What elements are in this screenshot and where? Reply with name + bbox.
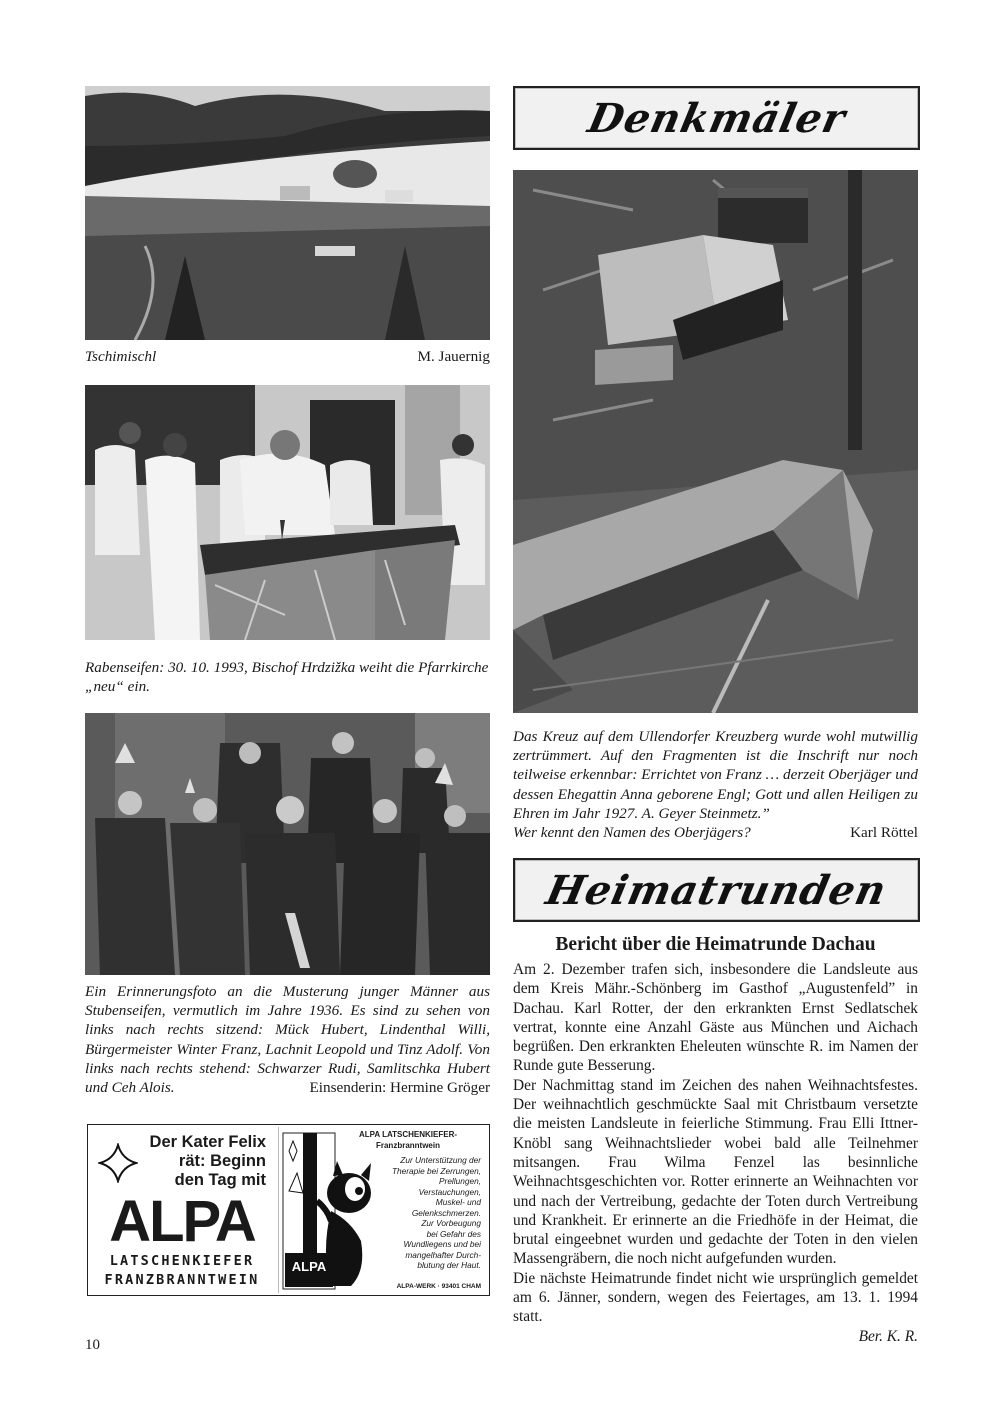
- photo2-caption: Rabenseifen: 30. 10. 1993, Bischof Hrdzižka weiht die Pfarrkirche „neu“ ein.: [85, 659, 489, 696]
- ad-right-heading: ALPA LATSCHENKIEFER- Franzbranntwein: [358, 1130, 458, 1150]
- article-signature: Ber. K. R.: [858, 1327, 918, 1345]
- ad-brand: ALPA: [109, 1189, 255, 1254]
- section-title-heimatrunden: Heimatrunden: [542, 866, 891, 914]
- article-title: Bericht über die Heimatrunde Dachau: [555, 934, 876, 955]
- ad-right-panel: [278, 1127, 487, 1293]
- photo1-credit: M. Jauernig: [417, 348, 490, 365]
- star-logo-icon: [98, 1143, 138, 1183]
- broken-cross-image: [513, 170, 918, 713]
- photo1-place: Tschimischl: [85, 348, 157, 365]
- photo3-caption: [85, 982, 490, 1097]
- section-title-denkmaeler: Denkmäler: [583, 94, 850, 142]
- photo-altar: [85, 385, 490, 640]
- photo-landscape: [85, 86, 490, 340]
- article-body: [513, 960, 918, 1346]
- group-portrait-image: [85, 713, 490, 975]
- monument-question: Wer kennt den Namen des Oberjägers?: [513, 824, 751, 842]
- photo-broken-cross: [513, 170, 918, 713]
- landscape-image: [85, 86, 490, 340]
- ad-left-panel: [92, 1129, 270, 1291]
- svg-text:ALPA: ALPA: [291, 1259, 327, 1274]
- article-paragraph-3: Die nächste Heimatrunde findet nicht wie ursprünglich gemeldet am 6. Jänner, sondern, wegen des Feiertages, am 13. 1. 1994 statt.: [513, 1269, 918, 1326]
- ad-claim: Zur Unterstützung der Therapie bei Zerrungen, Prellungen, Verstauchungen, Muskel- und Gelenkschmerzen. Zur Vorbeugung bei Gefahr des Wundliegens und bei mangelhafter Durch- blutung der Haut.: [391, 1155, 481, 1270]
- monument-caption: [513, 727, 918, 842]
- alpa-advertisement: [87, 1124, 490, 1296]
- monument-credit: Karl Röttel: [850, 824, 918, 842]
- monument-caption-text: Das Kreuz auf dem Ullendorfer Kreuzberg wurde wohl mutwillig zertrümmert. Auf den Fragmenten ist die Inschrift nur noch teilweise erkennbar: Errichtet von Franz … derzeit Oberjäger und dessen Ehegattin Anna geborene Engl; Gott und allen Heiligen zu Ehren im Jahr 1927. A. Geyer Steinmetz.”: [513, 728, 918, 822]
- section-banner-heimatrunden: [513, 858, 920, 922]
- photo3-caption-text: Ein Erinnerungsfoto an die Musterung junger Männer aus Stubenseifen, vermutlich im Jahre 1936. Es sind zu sehen von links nach rechts sitzend: Mück Hubert, Lindenthal Willi, Bürgermeister Winter Franz, Lachnit Leopold und Tinz Adolf. Von links nach rechts stehend: Schwarzer Rudi, Samlitschka Hubert und Ceh Alois.: [85, 983, 490, 1097]
- section-banner-denkmaeler: [513, 86, 920, 150]
- ad-product-line2: FRANZBRANNTWEIN: [104, 1272, 260, 1288]
- felix-cat-bottle-illustration: [281, 1131, 376, 1291]
- ad-slogan: Der Kater Felix rät: Beginn den Tag mit: [149, 1133, 266, 1189]
- altar-image: [85, 385, 490, 640]
- ad-address: ALPA-WERK · 93401 CHAM: [396, 1283, 481, 1290]
- article-paragraph-2: Der Nachmittag stand im Zeichen des nahen Weihnachtsfestes. Der weihnachtlich geschmückte Saal mit Christbaum versetzte die meisten Landsleute in feierliche Stimmung. Frau Elli Ittner-Knöbl sang Weihnachtslieder wobei bald alle Teilnehmer mitsangen. Frau Wilma Fenzel las besinnliche Weihnachtsgeschichten vor. Rotter erinnerte an Weihnachten vor und nach der Vertreibung, gedachte der Toten durch Vertreibung und Krankheit. Er erinnerte an die Friedhöfe in der Heimat, die brutal eingeebnet wurden und gedachte der Toten in den vielen Massengräbern, die noch nicht aufgefunden wurden.: [513, 1076, 918, 1268]
- ad-product-line1: LATSCHENKIEFER: [109, 1253, 255, 1269]
- photo1-caption: [85, 347, 490, 366]
- photo-group-portrait: [85, 713, 490, 975]
- article-paragraph-1: Am 2. Dezember trafen sich, insbesondere die Landsleute aus dem Kreis Mähr.-Schönberg im Gasthof „Augustenfeld” in Dachau. Karl Rotter, der den erkrankten Ernst Sedlatschek vertrat, konnte eine Anzahl Gäste aus München und Aichach begrüßen. Den erkrankten Eheleuten wünschte R. im Namen der Runde gute Besserung.: [513, 961, 918, 1075]
- page-number: 10: [85, 1337, 100, 1353]
- photo3-credit: Einsenderin: Hermine Gröger: [309, 1079, 490, 1097]
